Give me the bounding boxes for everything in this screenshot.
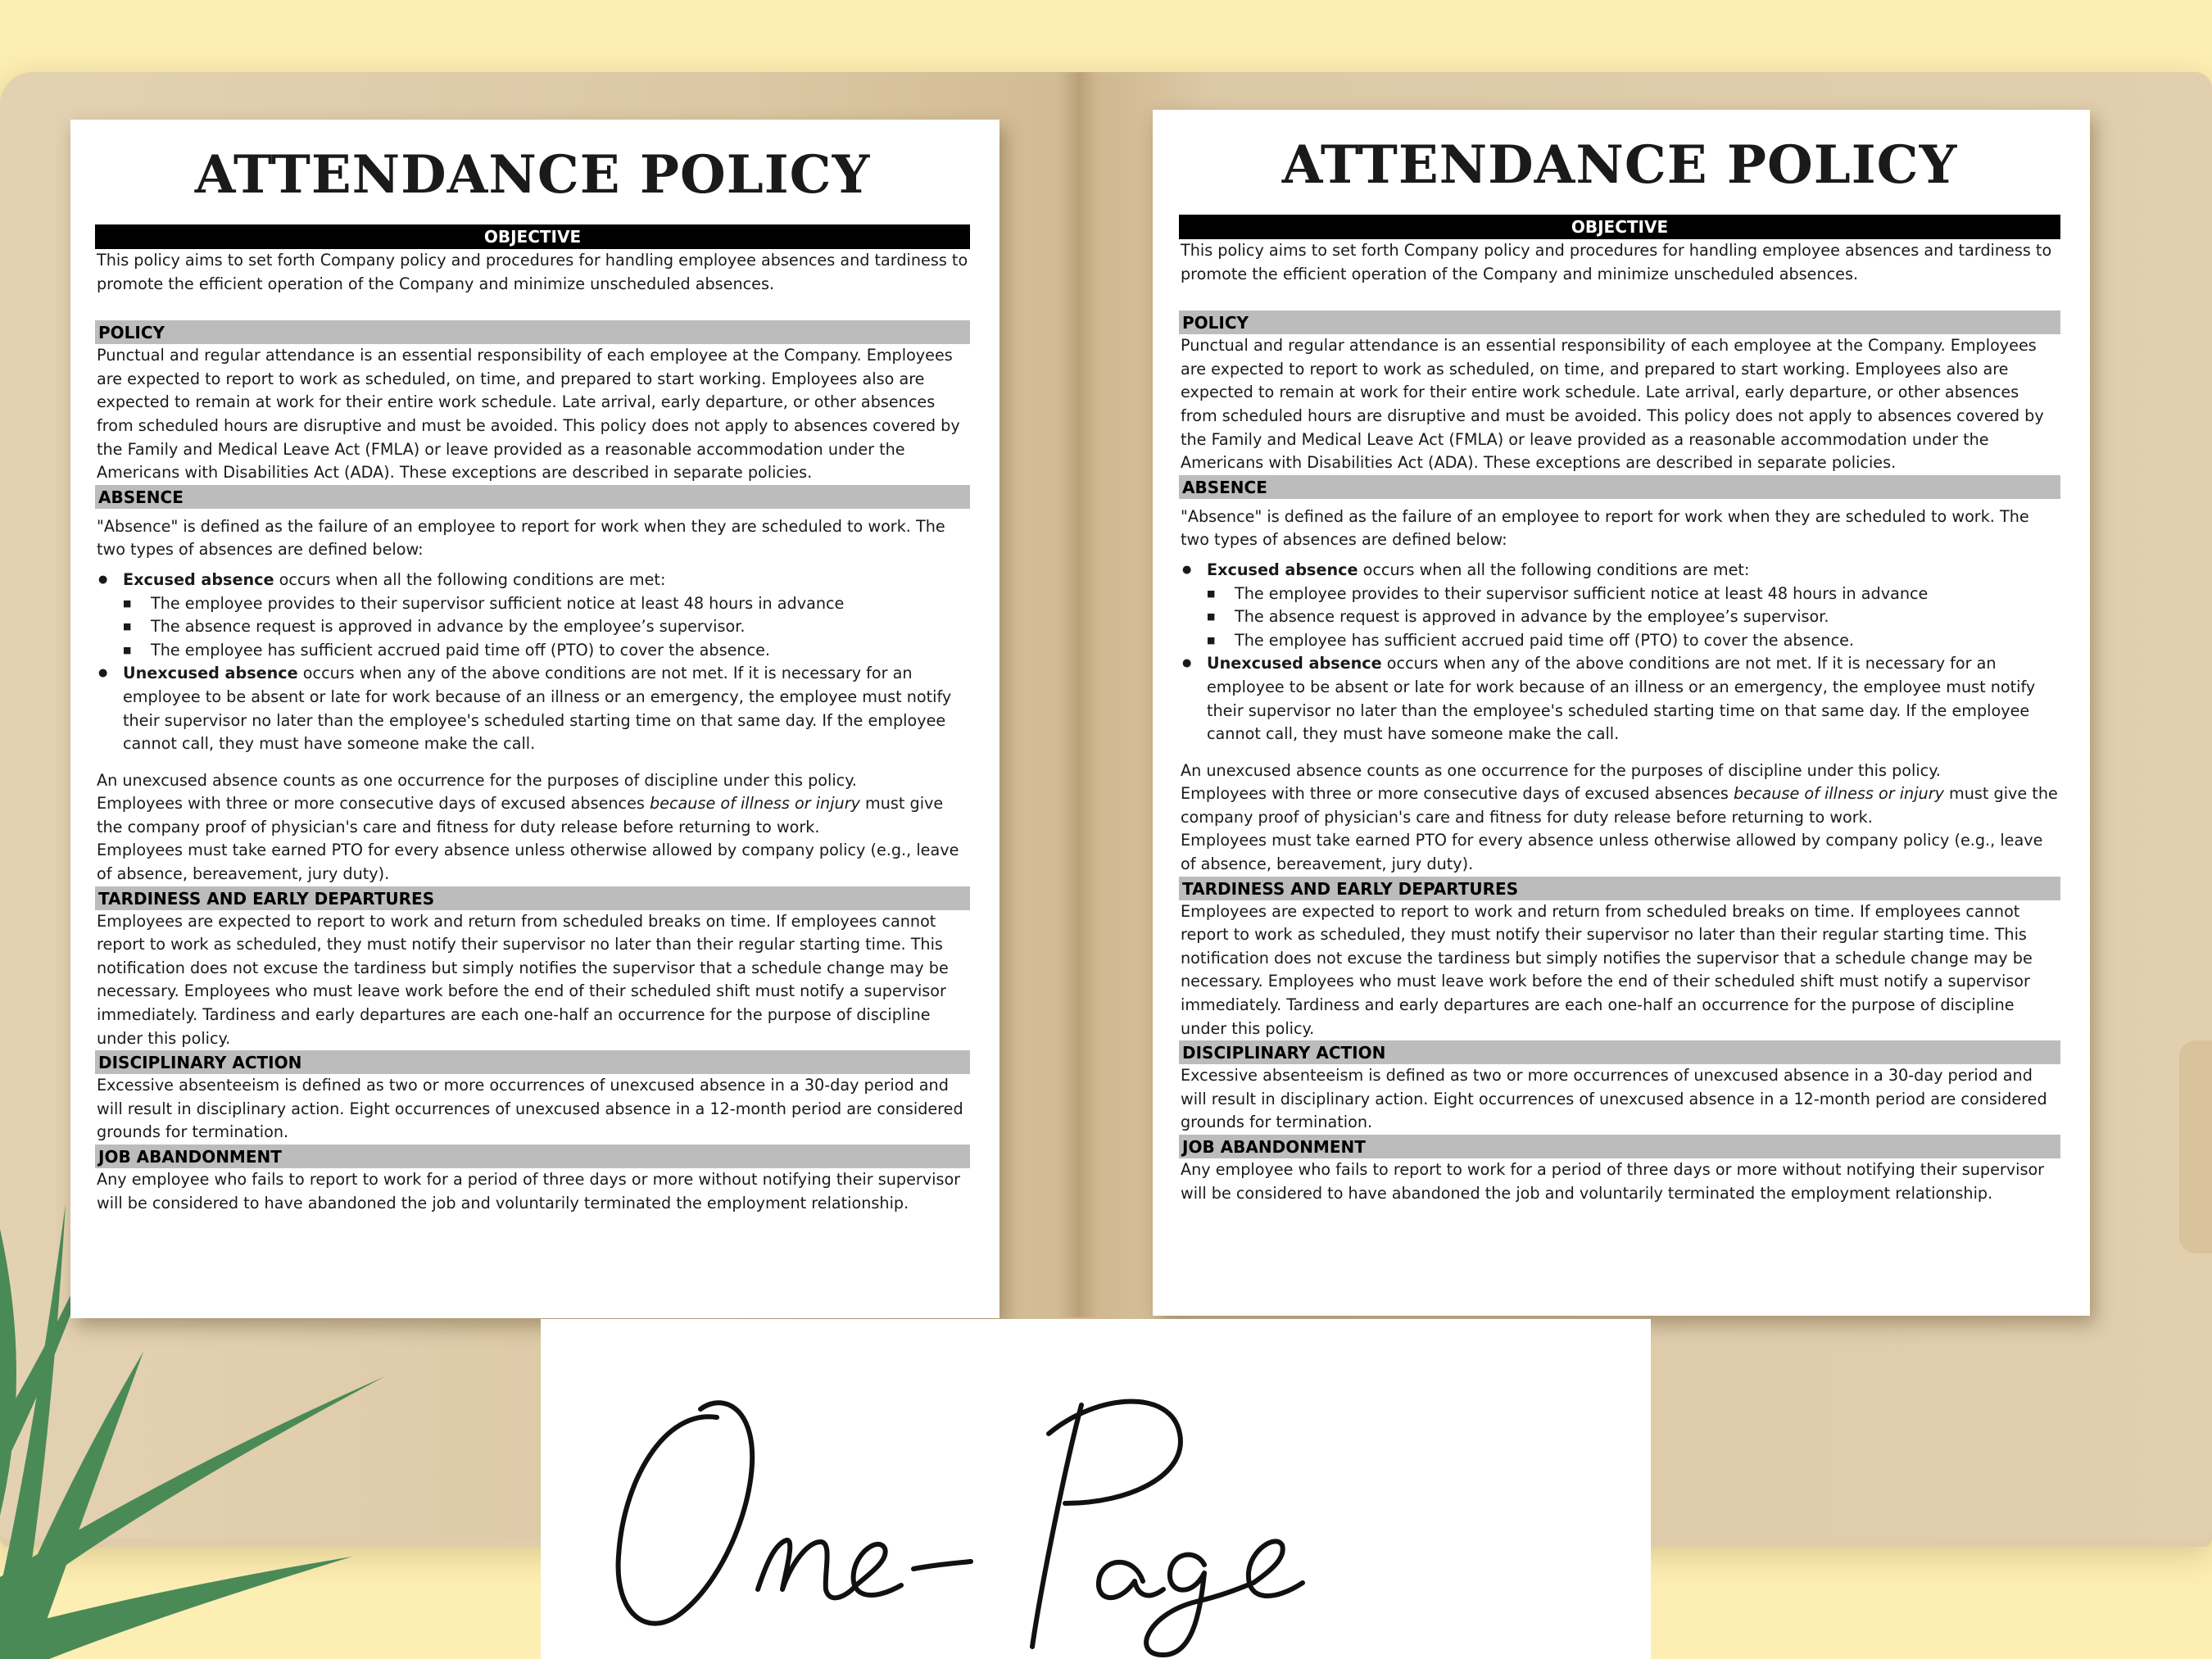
tardiness-text: Employees are expected to report to work and return from scheduled breaks on time. If employees cannot report to work as scheduled, they must notify their supervisor no later than their regular starting time. This notification does not excuse the tardiness but simply notifies the supervisor that a schedule change may be necessary. Employees who must leave work before the end of their scheduled shift must notify a supervisor immediately. Tardiness and early departures are each one-half an occurrence for the purpose of discipline under this policy. xyxy=(97,911,949,1048)
abandonment-heading: JOB ABANDONMENT xyxy=(1179,1135,2060,1158)
absence-intro: "Absence" is defined as the failure of an employee to report for work when they are scheduled to work. The two types of absences are defined below: xyxy=(97,516,945,560)
abandonment-text: Any employee who fails to report to work for a period of three days or more without notifying their supervisor will be considered to have abandoned the job and voluntarily terminated the employment relationship. xyxy=(1181,1160,2045,1203)
tardiness-heading: TARDINESS AND EARLY DEPARTURES xyxy=(95,886,970,910)
excused-absence-item xyxy=(95,569,970,662)
disciplinary-heading: DISCIPLINARY ACTION xyxy=(95,1050,970,1074)
excused-conditions-list xyxy=(123,592,970,663)
absence-types-list xyxy=(1179,559,2060,746)
policy-page-right xyxy=(1153,110,2090,1316)
objective-heading: OBJECTIVE xyxy=(1179,215,2060,239)
unexcused-absence-label: Unexcused absence xyxy=(123,664,298,683)
list-item: ■ The employee has sufficient accrued paid time off (PTO) to cover the absence. xyxy=(1207,629,2060,653)
absence-heading: ABSENCE xyxy=(95,485,970,509)
consecutive-em: because of illness or injury xyxy=(1734,784,1944,804)
policy-heading: POLICY xyxy=(95,320,970,344)
unexcused-absence-label: Unexcused absence xyxy=(1207,654,1382,673)
document-body xyxy=(95,120,970,1215)
consecutive-post: must give the company proof of physician's care and fitness for duty release before returning to work. xyxy=(97,794,944,836)
tardiness-heading: TARDINESS AND EARLY DEPARTURES xyxy=(1179,877,2060,900)
folder-tab xyxy=(2179,1040,2212,1253)
consecutive-post: must give the company proof of physician's care and fitness for duty release before returning to work. xyxy=(1181,784,2058,827)
absence-intro: "Absence" is defined as the failure of an employee to report for work when they are scheduled to work. The two types of absences are defined below: xyxy=(1181,506,2029,550)
list-item: ■ The absence request is approved in advance by the employee’s supervisor. xyxy=(1207,605,2060,629)
pto-text: Employees must take earned PTO for every absence unless otherwise allowed by company policy (e.g., leave of absence, bereavement, jury duty). xyxy=(97,841,959,884)
abandonment-text: Any employee who fails to report to work for a period of three days or more without notifying their supervisor will be considered to have abandoned the job and voluntarily terminated the employment relationship. xyxy=(97,1170,961,1213)
unexcused-absence-item xyxy=(95,662,970,755)
objective-text: This policy aims to set forth Company policy and procedures for handling employee absences and tardiness to promote the efficient operation of the Company and minimize unscheduled absences. xyxy=(97,251,968,293)
excused-conditions-list xyxy=(1207,582,2060,653)
pto-text: Employees must take earned PTO for every absence unless otherwise allowed by company policy (e.g., leave of absence, bereavement, jury duty). xyxy=(1181,831,2043,874)
tardiness-text: Employees are expected to report to work and return from scheduled breaks on time. If employees cannot report to work as scheduled, they must notify their supervisor no later than their regular starting time. This notification does not excuse the tardiness but simply notifies the supervisor that a schedule change may be necessary. Employees who must leave work before the end of their scheduled shift must notify a supervisor immediately. Tardiness and early departures are each one-half an occurrence for the purpose of discipline under this policy. xyxy=(1181,901,2033,1038)
absence-heading: ABSENCE xyxy=(1179,475,2060,499)
excused-absence-label: Excused absence xyxy=(123,569,274,589)
document-title: ATTENDANCE POLICY xyxy=(194,144,871,206)
document-body xyxy=(1179,110,2060,1205)
unexcused-absence-item xyxy=(1179,652,2060,746)
policy-text: Punctual and regular attendance is an essential responsibility of each employee at the Company. Employees are expected to report to work as scheduled, on time, and prepared to start working. Employees also are expected to remain at work for their entire work schedule. Late arrival, early departure, or other absences from scheduled hours are disruptive and must be avoided. This policy does not apply to absences covered by the Family and Medical Leave Act (FMLA) or leave provided as a reasonable accommodation under the Americans with Disabilities Act (ADA). These exceptions are described in separate policies. xyxy=(1181,336,2044,473)
excused-absence-label: Excused absence xyxy=(1207,560,1358,579)
policy-page-left xyxy=(70,120,999,1318)
objective-text: This policy aims to set forth Company policy and procedures for handling employee absences and tardiness to promote the efficient operation of the Company and minimize unscheduled absences. xyxy=(1181,241,2052,283)
occurrence-text: An unexcused absence counts as one occurrence for the purposes of discipline under this policy. xyxy=(97,770,857,790)
abandonment-heading: JOB ABANDONMENT xyxy=(95,1145,970,1168)
disciplinary-text: Excessive absenteeism is defined as two or more occurrences of unexcused absence in a 30-day period and will result in disciplinary action. Eight occurrences of unexcused absence in a 12-month period are considered grounds for termination. xyxy=(1181,1066,2047,1132)
absence-types-list xyxy=(95,569,970,756)
objective-heading: OBJECTIVE xyxy=(95,224,970,249)
list-item: ■ The absence request is approved in advance by the employee’s supervisor. xyxy=(123,615,970,639)
disciplinary-heading: DISCIPLINARY ACTION xyxy=(1179,1040,2060,1064)
one-page-script-lettering xyxy=(541,1319,1651,1659)
excused-absence-text: occurs when all the following conditions are met: xyxy=(274,569,666,589)
unexcused-absence-text: occurs when any of the above conditions are not met. If it is necessary for an employee to be absent or late for work because of an illness or an emergency, the employee must notify their supervisor no later than the employee's scheduled starting time on that same day. If the employee cannot call, they must have someone make the call. xyxy=(1207,654,2036,744)
excused-absence-item xyxy=(1179,559,2060,652)
document-title: ATTENDANCE POLICY xyxy=(1281,134,1958,196)
list-item: ■ The employee provides to their supervisor sufficient notice at least 48 hours in advance xyxy=(123,592,970,616)
consecutive-text xyxy=(1179,782,2060,829)
list-item: ■ The employee provides to their supervisor sufficient notice at least 48 hours in advance xyxy=(1207,582,2060,606)
policy-text: Punctual and regular attendance is an essential responsibility of each employee at the Company. Employees are expected to report to work as scheduled, on time, and prepared to start working. Employees also are expected to remain at work for their entire work schedule. Late arrival, early departure, or other absences from scheduled hours are disruptive and must be avoided. This policy does not apply to absences covered by the Family and Medical Leave Act (FMLA) or leave provided as a reasonable accommodation under the Americans with Disabilities Act (ADA). These exceptions are described in separate policies. xyxy=(97,346,960,483)
one-page-card xyxy=(541,1319,1651,1659)
unexcused-absence-text: occurs when any of the above conditions are not met. If it is necessary for an employee to be absent or late for work because of an illness or an emergency, the employee must notify their supervisor no later than the employee's scheduled starting time on that same day. If the employee cannot call, they must have someone make the call. xyxy=(123,664,952,754)
folder-fold xyxy=(1057,72,1098,1317)
consecutive-em: because of illness or injury xyxy=(650,794,860,814)
consecutive-text xyxy=(95,792,970,839)
list-item: ■ The employee has sufficient accrued paid time off (PTO) to cover the absence. xyxy=(123,639,970,663)
policy-heading: POLICY xyxy=(1179,310,2060,334)
excused-absence-text: occurs when all the following conditions are met: xyxy=(1358,560,1750,579)
consecutive-pre: Employees with three or more consecutive days of excused absences xyxy=(1181,784,1734,804)
consecutive-pre: Employees with three or more consecutive days of excused absences xyxy=(97,794,650,814)
disciplinary-text: Excessive absenteeism is defined as two or more occurrences of unexcused absence in a 30-day period and will result in disciplinary action. Eight occurrences of unexcused absence in a 12-month period are considered grounds for termination. xyxy=(97,1076,963,1142)
occurrence-text: An unexcused absence counts as one occurrence for the purposes of discipline under this policy. xyxy=(1181,760,1941,780)
